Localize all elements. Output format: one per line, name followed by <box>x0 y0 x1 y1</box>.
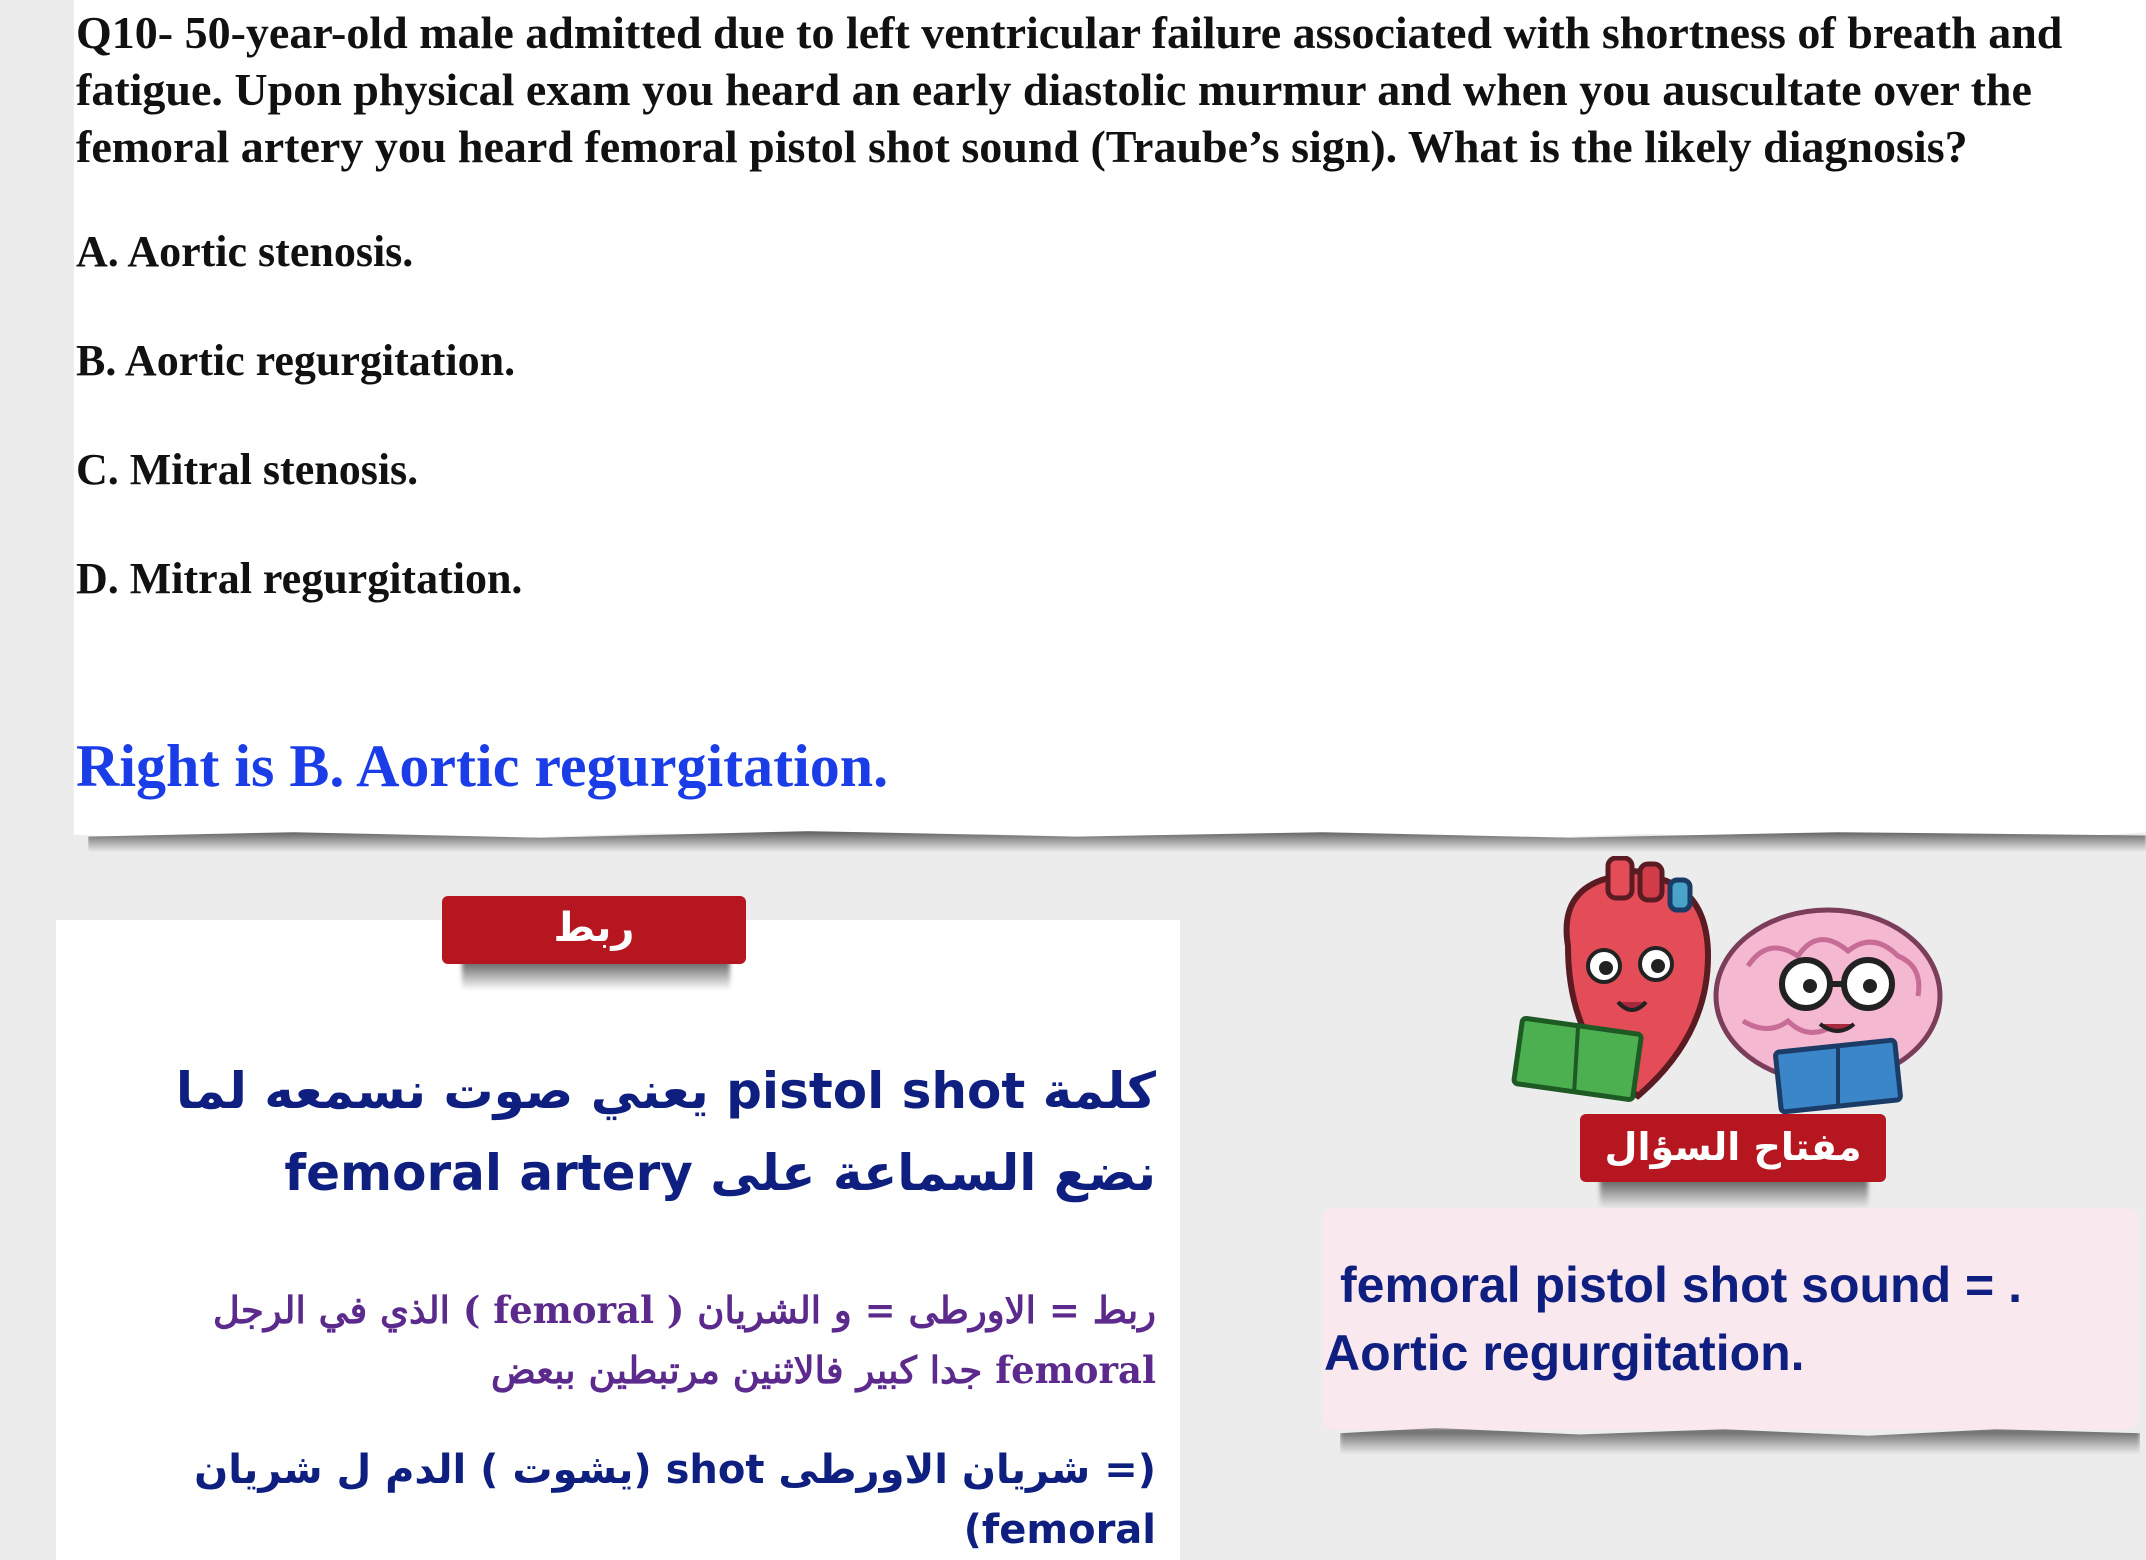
question-text: Q10- 50-year-old male admitted due to left ventricular failure associated with shortness of breath and fatigue. Upon physical exam you heard an early diastolic murmur and when you auscultate over the femoral artery you heard femoral pistol shot sound (Traube’s sign). What is the likely diagnosis? <box>76 7 2063 172</box>
link-explanation-main: كلمة pistol shot يعني صوت نسمعه لما نضع السماعة على femoral artery <box>175 1062 1156 1202</box>
brain-character-icon <box>1716 910 1940 1112</box>
link-ribbon-shadow <box>462 960 730 990</box>
option-a: A. Aortic stenosis. <box>76 227 414 276</box>
key-diagnosis: Aortic regurgitation. <box>1324 1325 1805 1381</box>
key-sign: femoral pistol shot sound = . <box>1340 1257 2023 1313</box>
correct-answer: Right is B. Aortic regurgitation. <box>76 733 889 799</box>
link-explanation-box <box>56 920 1180 1560</box>
key-ribbon-label: مفتاح السؤال <box>1580 1114 1886 1182</box>
key-box-shadow <box>1340 1428 2140 1454</box>
answer-options <box>76 224 2146 607</box>
link-ribbon-label: ربط <box>442 896 746 964</box>
option-b: B. Aortic regurgitation. <box>76 336 516 385</box>
option-d: D. Mitral regurgitation. <box>76 554 523 603</box>
option-c: C. Mitral stenosis. <box>76 445 419 494</box>
heart-and-brain-reading-icon <box>1508 856 1958 1116</box>
question-card <box>74 0 2146 828</box>
link-explanation-summary: (= شريان الاورطى shot (يشوت ) الدم ل شريان femoral) <box>194 1447 1156 1553</box>
question-key-box <box>1322 1208 2138 1430</box>
link-explanation-association: ربط = الاورطى = و الشريان ( femoral ) الذي في الرجل femoral جدا كبير فالاثنين مرتبطين ببعض <box>212 1288 1156 1392</box>
heart-character-icon <box>1514 858 1708 1100</box>
key-ribbon-shadow <box>1600 1178 1868 1208</box>
